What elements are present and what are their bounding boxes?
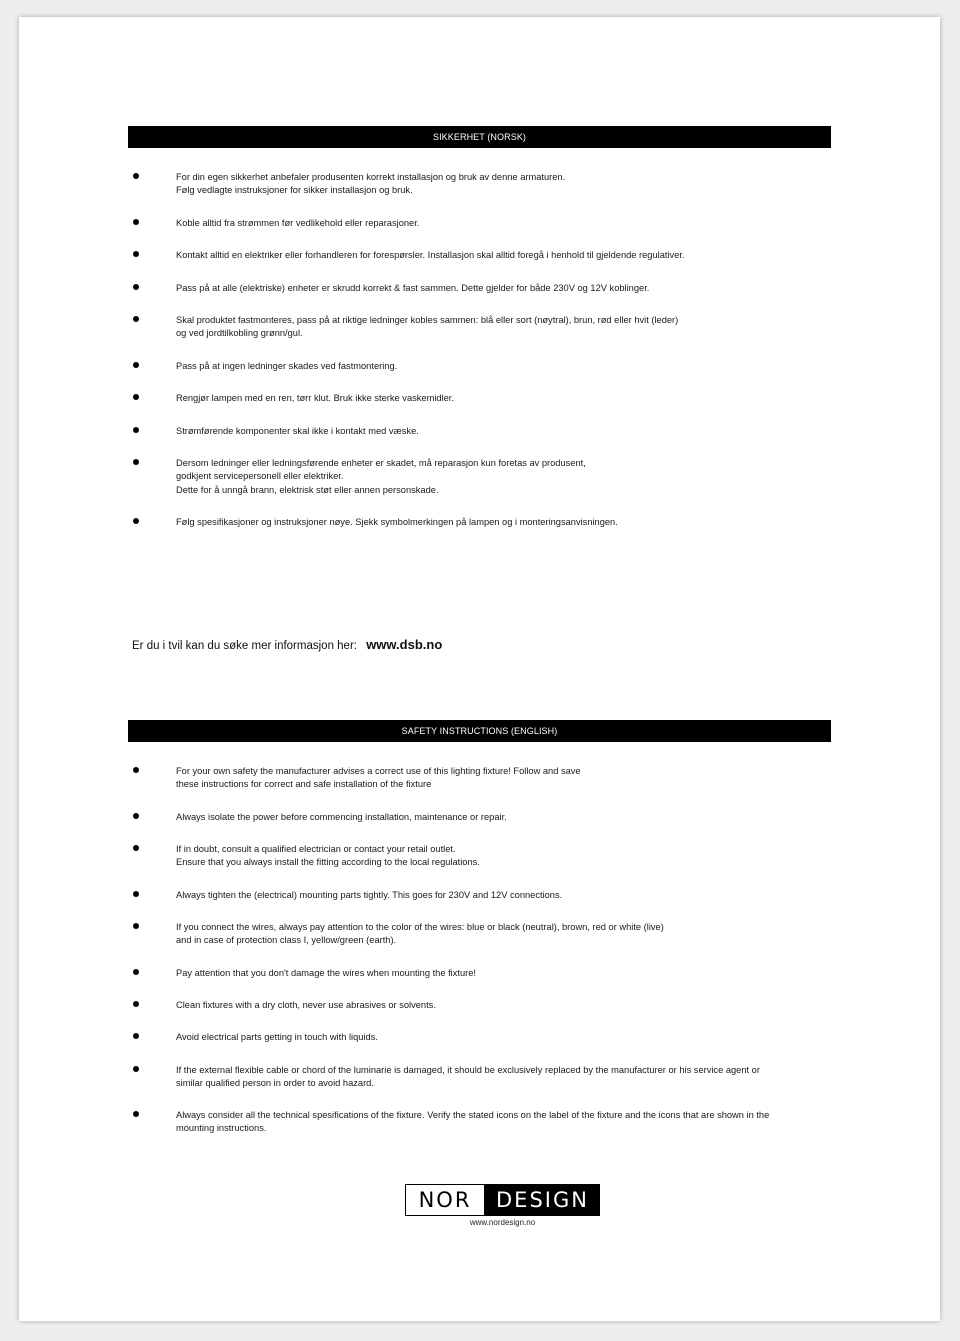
- instruction-line: Always isolate the power before commencing installation, maintenance or repair.: [176, 812, 507, 822]
- instruction-item: [128, 967, 476, 980]
- instruction-line: For your own safety the manufacturer advises a correct use of this lighting fixture! Follow and save: [176, 766, 581, 776]
- instruction-line: Koble alltid fra strømmen før vedlikehold eller reparasjoner.: [176, 218, 420, 228]
- bullet-icon: [133, 427, 139, 433]
- bullet-icon: [133, 1111, 139, 1117]
- instruction-line: Strømførende komponenter skal ikke i kontakt med væske.: [176, 426, 419, 436]
- bullet-icon: [133, 923, 139, 929]
- bullet-icon: [133, 459, 139, 465]
- instruction-item: [128, 392, 454, 405]
- instruction-item: [128, 999, 436, 1012]
- info-line: [132, 637, 442, 652]
- logo-part-nor: NOR: [405, 1184, 485, 1216]
- instruction-item: [128, 1064, 760, 1091]
- instruction-line: mounting instructions.: [176, 1123, 267, 1134]
- instruction-line: Ensure that you always install the fitting according to the local regulations.: [176, 857, 480, 868]
- bullet-icon: [133, 362, 139, 368]
- instruction-line: Pay attention that you don't damage the wires when mounting the fixture!: [176, 968, 476, 978]
- instruction-item: [128, 360, 397, 373]
- instruction-item: [128, 843, 480, 870]
- document-page: [19, 17, 940, 1321]
- instruction-item: [128, 1031, 378, 1044]
- instruction-line: these instructions for correct and safe installation of the fixture: [176, 779, 432, 790]
- instruction-line: Avoid electrical parts getting in touch with liquids.: [176, 1032, 378, 1042]
- logo-part-design: DESIGN: [485, 1184, 600, 1216]
- instruction-line: Pass på at ingen ledninger skades ved fastmontering.: [176, 361, 398, 371]
- norsk-section-header: SIKKERHET (NORSK): [128, 126, 831, 148]
- bullet-icon: [133, 1033, 139, 1039]
- instruction-item: [128, 457, 586, 497]
- logo-website: www.nordesign.no: [469, 1218, 536, 1227]
- bullet-icon: [133, 394, 139, 400]
- instruction-line: Følg spesifikasjoner og instruksjoner nøye. Sjekk symbolmerkingen på lampen og i monteringsanvisningen.: [176, 517, 618, 527]
- bullet-icon: [133, 1066, 139, 1072]
- bullet-icon: [133, 813, 139, 819]
- bullet-icon: [133, 316, 139, 322]
- instruction-line: For din egen sikkerhet anbefaler produsenten korrekt installasjon og bruk av denne armaturen.: [176, 172, 566, 182]
- instruction-item: [128, 811, 507, 824]
- info-url-link[interactable]: www.dsb.no: [366, 637, 443, 652]
- bullet-icon: [133, 251, 139, 257]
- instruction-line: If in doubt, consult a qualified electrician or contact your retail outlet.: [176, 844, 456, 854]
- instruction-line: If the external flexible cable or chord of the luminarie is damaged, it should be exclusively replaced by the manufacturer or his service agent or: [176, 1065, 760, 1075]
- english-section-header: SAFETY INSTRUCTIONS (ENGLISH): [128, 720, 831, 742]
- instruction-line: and in case of protection class I, yellow/green (earth).: [176, 935, 397, 946]
- instruction-item: [128, 249, 685, 262]
- instruction-line: godkjent servicepersonell eller elektriker.: [176, 471, 344, 482]
- bullet-icon: [133, 891, 139, 897]
- instruction-item: [128, 516, 618, 529]
- nordesign-logo: [405, 1184, 600, 1216]
- instruction-item: [128, 171, 565, 198]
- instruction-item: [128, 921, 664, 948]
- bullet-icon: [133, 219, 139, 225]
- instruction-item: [128, 217, 419, 230]
- instruction-line: Always consider all the technical spesifications of the fixture. Verify the stated icons on the label of the fixture and the icons that are shown in the: [176, 1110, 770, 1120]
- bullet-icon: [133, 284, 139, 290]
- instruction-line: Rengjør lampen med en ren, tørr klut. Bruk ikke sterke vaskemidler.: [176, 393, 454, 403]
- instruction-item: [128, 1109, 769, 1136]
- instruction-line: Clean fixtures with a dry cloth, never use abrasives or solvents.: [176, 1000, 436, 1010]
- instruction-item: [128, 314, 678, 341]
- instruction-line: If you connect the wires, always pay attention to the color of the wires: blue or black (neutral), brown, red or white (live): [176, 922, 664, 932]
- bullet-icon: [133, 969, 139, 975]
- instruction-item: [128, 282, 649, 295]
- instruction-item: [128, 765, 581, 792]
- bullet-icon: [133, 173, 139, 179]
- bullet-icon: [133, 1001, 139, 1007]
- instruction-line: similar qualified person in order to avoid hazard.: [176, 1078, 374, 1089]
- bullet-icon: [133, 518, 139, 524]
- instruction-line: Always tighten the (electrical) mounting parts tightly. This goes for 230V and 12V connections.: [176, 890, 563, 900]
- bullet-icon: [133, 845, 139, 851]
- instruction-line: Dette for å unngå brann, elektrisk støt eller annen personskade.: [176, 484, 439, 495]
- instruction-item: [128, 889, 562, 902]
- instruction-line: og ved jordtilkobling grønn/gul.: [176, 328, 303, 339]
- instruction-line: Kontakt alltid en elektriker eller forhandleren for forespørsler. Installasjon skal alltid foregå i henhold til gjeldende regulativer.: [176, 250, 685, 260]
- instruction-line: Følg vedlagte instruksjoner for sikker installasjon og bruk.: [176, 185, 413, 196]
- instruction-line: Skal produktet fastmonteres, pass på at riktige ledninger kobles sammen: blå eller sort (nøytral), brun, rød eller hvit (leder): [176, 315, 679, 325]
- instruction-item: [128, 425, 419, 438]
- info-text: Er du i tvil kan du søke mer informasjon her:: [132, 640, 357, 652]
- instruction-line: Dersom ledninger eller ledningsførende enheter er skadet, må reparasjon kun foretas av produsent,: [176, 458, 586, 468]
- bullet-icon: [133, 767, 139, 773]
- instruction-line: Pass på at alle (elektriske) enheter er skrudd korrekt & fast sammen. Dette gjelder for både 230V og 12V koblinger.: [176, 283, 650, 293]
